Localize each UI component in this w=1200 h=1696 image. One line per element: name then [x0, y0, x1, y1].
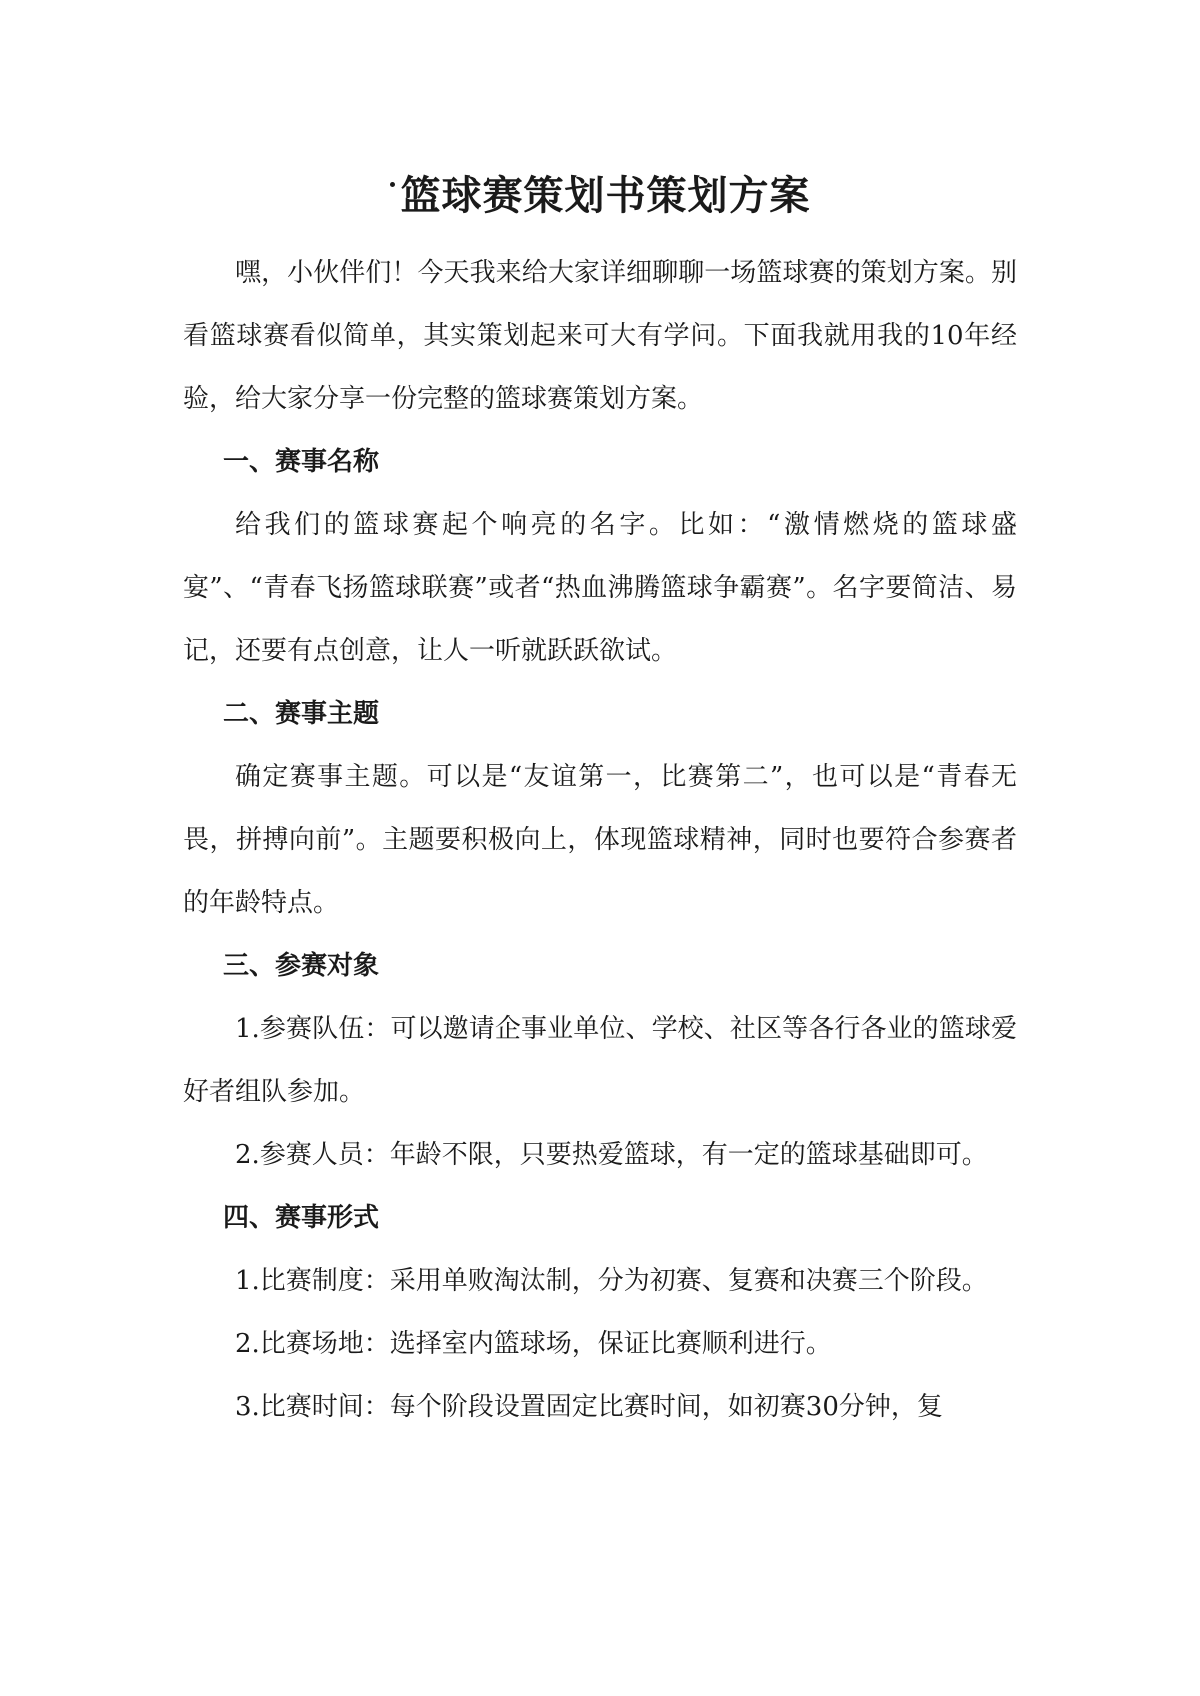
title-dot-mark [390, 182, 395, 187]
section-heading-name: 一、赛事名称 [223, 447, 380, 477]
section-paragraph: 1.比赛制度：采用单败淘汰制，分为初赛、复赛和决赛三个阶段。 [235, 1266, 988, 1296]
section-paragraph: 确定赛事主题。可以是“友谊第一，比赛第二”，也可以是“青春无畏，拼搏向前”。主题要积极向上，体现篮球精神，同时也要符合参赛者的年龄特点。 [183, 762, 1017, 918]
section-paragraph: 3.比赛时间：每个阶段设置固定比赛时间，如初赛30分钟，复 [235, 1392, 943, 1422]
section-paragraph: 2.比赛场地：选择室内篮球场，保证比赛顺利进行。 [235, 1329, 832, 1359]
section-paragraph: 1.参赛队伍：可以邀请企事业单位、学校、社区等各行各业的篮球爱好者组队参加。 [183, 1014, 1017, 1107]
intro-paragraph: 嘿，小伙伴们！今天我来给大家详细聊聊一场篮球赛的策划方案。别看篮球赛看似简单，其实策划起来可大有学问。下面我就用我的10年经验，给大家分享一份完整的篮球赛策划方案。 [183, 258, 1017, 414]
section-heading-format: 四、赛事形式 [223, 1203, 380, 1233]
section-paragraph: 给我们的篮球赛起个响亮的名字。比如：“激情燃烧的篮球盛宴”、“青春飞扬篮球联赛”或者“热血沸腾篮球争霸赛”。名字要简洁、易记，还要有点创意，让人一听就跃跃欲试。 [183, 510, 1017, 666]
section-heading-theme: 二、赛事主题 [223, 699, 380, 729]
section-paragraph: 2.参赛人员：年龄不限，只要热爱篮球，有一定的篮球基础即可。 [235, 1140, 988, 1170]
section-heading-participants: 三、参赛对象 [223, 951, 380, 981]
page-title-text: 篮球赛策划书策划方案 [400, 173, 811, 219]
page-title [183, 168, 1017, 224]
